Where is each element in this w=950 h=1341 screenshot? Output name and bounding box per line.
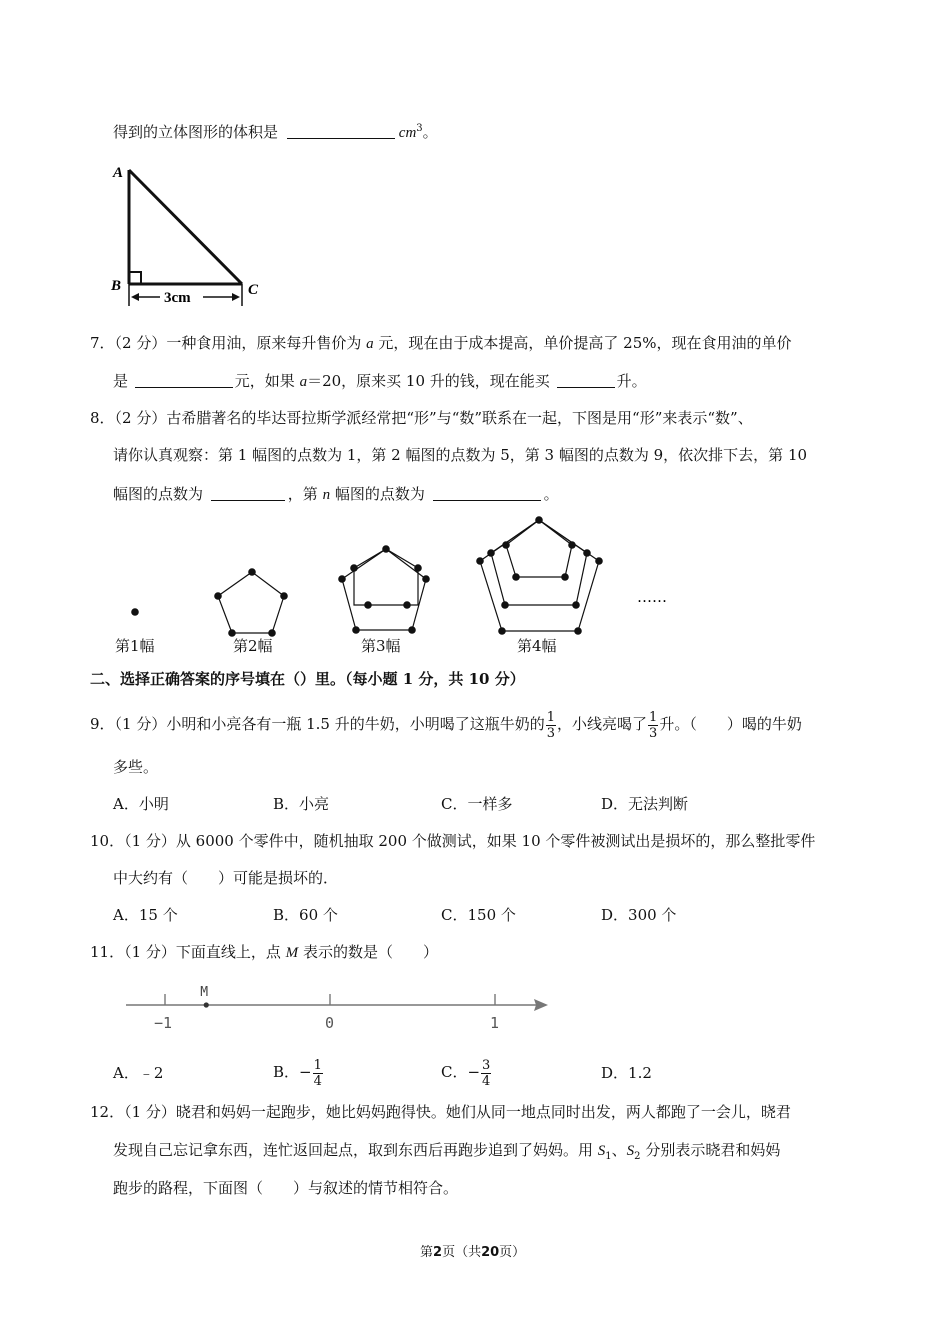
dot [131,608,139,616]
fig-label-1: 第1幅 [115,637,155,655]
figure-3 [342,549,426,630]
figure-1 [131,608,139,616]
q8-line3: 幅图的点数为 ，第 n 幅图的点数为 。 [113,485,559,503]
q6-tail: 得到的立体图形的体积是 $cm^3$。 [113,123,438,141]
figure-2 [218,572,284,633]
q11-option-b[interactable]: B．− $\frac{1}{4}$ [273,1057,322,1089]
number-line [120,980,560,1040]
answer-blank[interactable] [211,486,285,501]
q11-option-c[interactable]: C．− $\frac{3}{4}$ [441,1057,491,1089]
q10-option-a[interactable]: A．15 个 [113,906,178,924]
q10-line2: 中大约有（ ）可能是损坏的． [113,869,339,887]
q7-line2: 是 元，如果 a＝20，原来买 10 升的钱，现在能买 升。 [113,372,647,390]
q10-option-d[interactable]: D．300 个 [601,906,677,924]
vertex-b-label: B [111,278,122,294]
q12-line1: 12．（1 分）晓君和妈妈一起跑步，她比妈妈跑得快。她们从同一地点同时出发，两人都跑了一会儿，晓君 [90,1103,791,1121]
figure-4 [480,520,599,631]
tick-label-0: 0 [325,1014,335,1032]
base-length-label: 3cm [164,290,191,306]
figure-4-dots [476,516,603,635]
figure-3-dots [338,545,430,634]
tick-label-1: 1 [490,1014,500,1032]
fraction: $\frac{1}{4}$ [313,1057,322,1089]
tick-label-minus-1: −1 [154,1014,173,1032]
answer-blank[interactable] [287,124,395,139]
fig-label-4: 第4幅 [517,637,557,655]
answer-blank[interactable] [135,373,233,388]
answer-blank[interactable] [557,373,615,388]
fraction: $\frac{3}{4}$ [482,1057,491,1089]
vertex-a-label: A [113,165,124,181]
q10-option-b[interactable]: B．60 个 [273,906,338,924]
q9-line2: 多些。 [113,758,159,776]
q9-option-a[interactable]: A．小明 [113,795,169,813]
q12-line2: 发现自己忘记拿东西，连忙返回起点，取到东西后再跑步追到了妈妈。用 $S_1$、$S_2$ 分别表示晓君和妈妈 [113,1141,781,1162]
page-footer: 第2页（共20页） [420,1245,526,1260]
q11-option-a[interactable]: A．﹣2 [113,1064,164,1082]
q11-option-d[interactable]: D．1.2 [601,1064,652,1082]
q10-line1: 10．（1 分）从 6000 个零件中，随机抽取 200 个做测试，如果 10 个零件被测试出是损坏的，那么整批零件 [90,832,816,850]
right-triangle-figure [105,160,265,310]
q12-line3: 跑步的路程，下面图（ ）与叙述的情节相符合。 [113,1179,459,1197]
vertex-c-label: C [248,282,259,298]
section-2-heading: 二、选择正确答案的序号填在（）里。（每小题 1 分，共 10 分） [90,670,525,688]
answer-blank[interactable] [433,486,541,501]
figure-2-dots [214,568,288,637]
q7-line1: 7．（2 分）一种食用油，原来每升售价为 a 元，现在由于成本提高，单价提高了 25%，现在食用油的单价 [90,334,792,352]
q10-option-c[interactable]: C．150 个 [441,906,516,924]
q8-line2: 请你认真观察：第 1 幅图的点数为 1，第 2 幅图的点数为 5，第 3 幅图的点数为 9，依次排下去，第 10 [113,446,808,464]
fraction: $\frac{1}{3}$ [546,709,556,741]
q9-option-b[interactable]: B．小亮 [273,795,330,813]
q9-line1: 9．（1 分）小明和小亮各有一瓶 1.5 升的牛奶，小明喝了这瓶牛奶的 $\frac{1}{3}$ ，小线亮喝了 $\frac{1}{3}$ 升。（ ）喝的牛奶 [90,709,802,741]
fraction: $\frac{1}{3}$ [649,709,658,741]
axis-arrow [534,999,548,1011]
q9-option-c[interactable]: C．一样多 [441,795,513,813]
ellipsis: …… [637,588,667,606]
point-m-label: M [200,985,209,1000]
point-m [204,1002,209,1007]
q11-line1: 11．（1 分）下面直线上，点 M 表示的数是（ ） [90,943,438,961]
q9-option-d[interactable]: D．无法判断 [601,795,689,813]
fig-label-3: 第3幅 [361,637,401,655]
fig-label-2: 第2幅 [233,637,273,655]
q8-line1: 8．（2 分）古希腊著名的毕达哥拉斯学派经常把“形”与“数”联系在一起，下图是用“形”来表示“数”、 [90,409,753,427]
